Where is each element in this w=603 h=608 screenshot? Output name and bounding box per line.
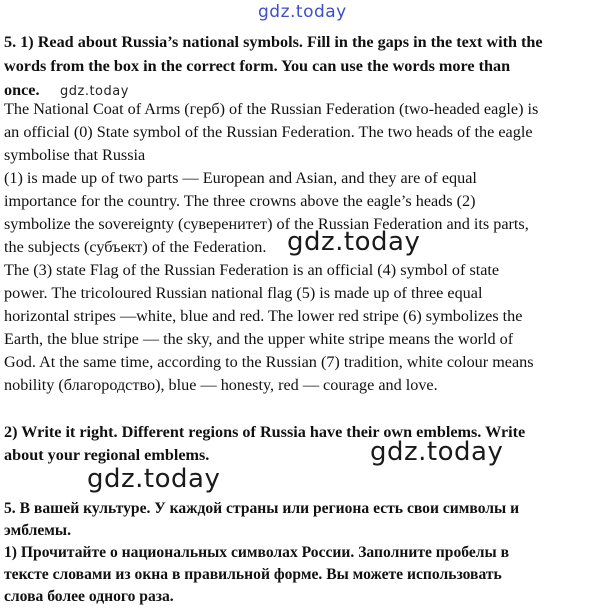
russian-line: тексте словами из окна в правильной форме. Вы можете использовать xyxy=(4,566,502,583)
body-line: The National Coat of Arms (герб) of the Russian Federation (two-headed eagle) is xyxy=(4,100,539,118)
body-line: nobility (благородство), blue — honesty, red — courage and love. xyxy=(4,376,438,394)
body-line: (1) is made up of two parts — European and Asian, and they are of equal xyxy=(4,169,477,187)
body-line: an official (0) State symbol of the Russian Federation. The two heads of the eagle xyxy=(4,123,533,141)
task2-block xyxy=(4,421,596,467)
body-line: Earth, the blue stripe — the sky, and the upper white stripe means the world of xyxy=(4,330,514,348)
body-line: symbolise that Russia xyxy=(4,146,146,164)
russian-line: слова более одного раза. xyxy=(4,588,174,605)
watermark-top: gdz.today xyxy=(258,2,347,22)
body-line: God. At the same time, according to the Russian (7) tradition, white colour means xyxy=(4,353,534,371)
watermark-mid: gdz.today xyxy=(287,227,421,257)
body-line: horizontal stripes —white, blue and red. The lower red stripe (6) symbolizes the xyxy=(4,307,523,325)
heading-line: once. xyxy=(4,81,40,99)
watermark-right: gdz.today xyxy=(370,437,504,467)
body-line: The (3) state Flag of the Russian Federation is an official (4) symbol of state xyxy=(4,261,500,279)
body-line: power. The tricoloured Russian national flag (5) is made up of three equal xyxy=(4,284,483,302)
body-line: importance for the country. The three crowns above the eagle’s heads (2) xyxy=(4,192,476,210)
heading-line: 5. 1) Read about Russia’s national symbols. Fill in the gaps in the text with the xyxy=(4,33,543,51)
task2-line: 2) Write it right. Different regions of Russia have their own emblems. Write xyxy=(4,423,526,441)
russian-block xyxy=(4,498,596,608)
body-line: symbolize the sovereignty (суверенитет) of the Russian Federation and its parts, xyxy=(4,215,529,233)
watermark-left: gdz.today xyxy=(87,464,221,494)
heading-line: words from the box in the correct form. You can use the words more than xyxy=(4,57,511,75)
russian-line: эмблемы. xyxy=(4,522,71,539)
russian-line: 5. В вашей культуре. У каждой страны или региона есть свои символы и xyxy=(4,500,520,517)
task2-line: about your regional emblems. xyxy=(4,446,210,464)
watermark-small: gdz.today xyxy=(60,84,129,99)
body-line: the subjects (субъект) of the Federation. xyxy=(4,238,267,256)
russian-line: 1) Прочитайте о национальных символах России. Заполните пробелы в xyxy=(4,544,510,561)
